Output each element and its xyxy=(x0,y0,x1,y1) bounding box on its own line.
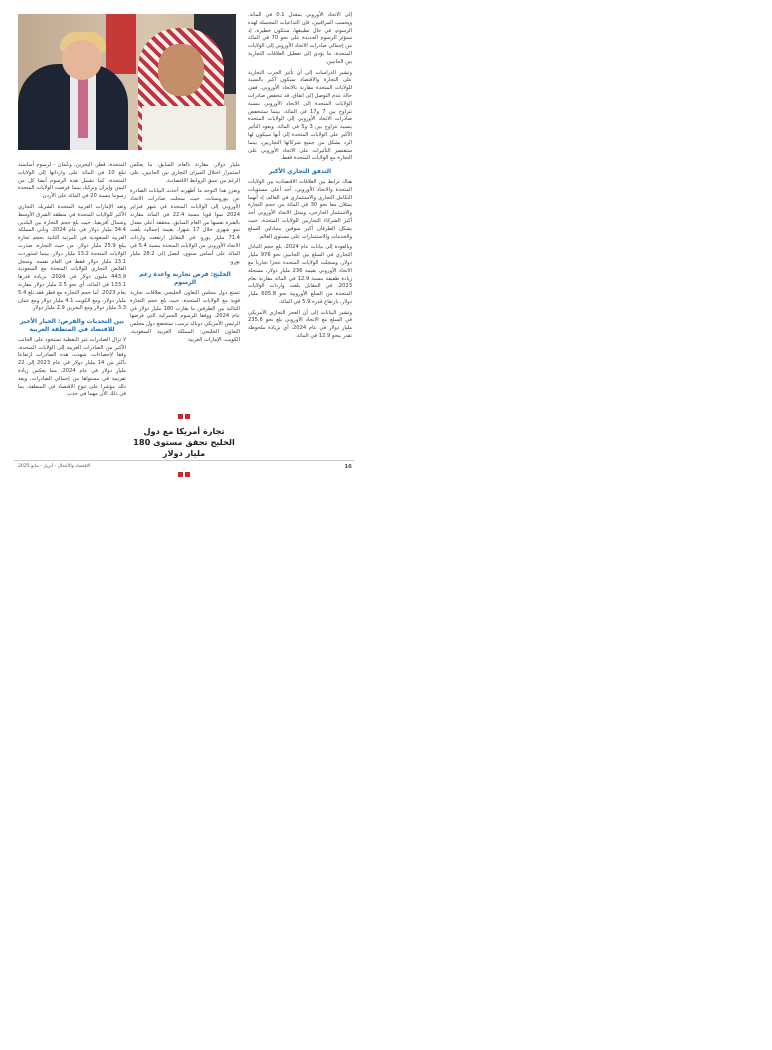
pull-quote xyxy=(132,404,236,481)
section-heading: بين التحديات والفرص: الخيار الأخير للاقتصاد في المنطقة العربية xyxy=(20,318,124,333)
page-number: 16 xyxy=(344,464,352,470)
footer-divider xyxy=(14,460,354,461)
leaders-photo xyxy=(18,14,236,150)
paragraph: لا تزال الصادرات غير النفطية تستحوذ على الجانب الأكبر من الصادرات العربية إلى الولايات المتحدة، وفقا لإحصاءات، شهدت هذه الصادرات ارتفاعا بأكثر من 14 مليار دولار في عام 2023 إلى 22 مليار دولار في عام 2024، مما يعكس زيادة تقريبية في مستواها من إجمالي الصادرات، ويعد ذلك مؤشرا على تنوع الاقتصاد في المنطقة، بما في ذلك الأن مهما في جذب xyxy=(18,336,126,398)
article-column-right xyxy=(248,12,352,452)
quote-mark-icon xyxy=(178,414,183,419)
paragraph: وتعد الإمارات العربية المتحدة الشريك التجاري الأكبر للولايات المتحدة في منطقة الشرق الأوسط وشمال أفريقيا، حيث بلغ حجم التجارة بين البلدين 34.4 مليار دولار في عام 2024، وتأتي المملكة العربية السعودية في المرتبة الثانية بحجم تجارة يبلغ 25.9 مليار دولار. من حيث التجارة، صدرت الولايات المتحدة 13.2 مليار دولار، بينما استوردت 13.1 مليار دولار فقط في العام نفسه. وسجل الفائض التجاري للولايات المتحدة مع السعودية 443.9 مليون دولار في 2024، بزيادة قدرها 133.1 في المائة، أي نحو 2.5 مليار دولار مقارنة بعام 2023. أما حجم التجارة مع قطر فقد بلغ 5.4 مليار دولار، ومع الكويت 4.1 مليار دولار ومع عمان 3.3 مليار دولار ومع البحرين 2.9 مليار دولار. xyxy=(18,203,127,312)
paragraph: وتشير البيانات إلى أن العجز التجاري الأمريكي في السلع مع الاتحاد الأوروبي بلغ نحو 235.6 مليار دولار في عام 2024، أي بزيادة ملحوظة تقدر بنحو 12.9 في المائة. xyxy=(248,309,352,340)
paragraph: المتحدة، قطر، البحرين، وعُمان - لرسوم أساسية تبلغ 10 في المائة على وارداتها إلى الولايات المتحدة، كما تشمل هذه الرسوم أيضا كل من اليمن وإيران وتركيا، بينما فرضت الولايات المتحدة رسوما بنسبة 20 في المائة على الأردن. xyxy=(18,162,126,200)
publication-name: الاقتصاد والأعمال - أبريل - مايو 2025 xyxy=(18,464,91,469)
paragraph: وبالعودة إلى بيانات عام 2024، بلغ حجم التبادل التجاري في السلع بين الجانبين نحو 976 مليار دولار، وسجلت الولايات المتحدة عجزا تجاريا مع الاتحاد الأوروبي بقيمة 236 مليار دولار، مسجلة زيادة طفيفة بنسبة 12.9 في المائة مقارنة بعام 2023، في المقابل بلغت واردات الولايات المتحدة من السلع الأوروبية نحو 605.8 مليار دولار، بارتفاع قدره 5.9 في المائة. xyxy=(248,244,353,305)
paragraph: هناك ترابط بين العلاقات الاقتصادية بين الولايات المتحدة والاتحاد الأوروبي، أحد أعلى مستويات التكامل التجاري والاستثماري في العالم، إذ أنهما يمثلان معا نحو 30 في المائة من حجم التجارة والاستثمار الخارجي، ويمثل الاتحاد الأوروبي أحد أكبر الشركاء التجاريين للولايات المتحدة، حيث يشكل الطرفان أكبر سوقين متبادلين للسلع والخدمات والاستثمارات على مستوى العالم. xyxy=(248,178,352,240)
quote-mark-icon xyxy=(185,472,190,477)
section-heading: الخليج: فرص تجارية واعدة رغم الرسوم xyxy=(139,271,231,287)
paragraph: إلى الاتحاد الأوروبي بمعدل 0.1 في المائة. ويحسب المراقبين، فإن التداعيات المحتملة لهذه الرسوم، في حال تطبيقها، ستكون خطيرة، إذ ستؤثر الرسوم الجديدة على نحو 70 في المائة من إجمالي صادرات الاتحاد الأوروبي إلى الولايات المتحدة، ما يؤدي إلى تعطيل العلاقات التجارية بين الجانبين. xyxy=(248,12,352,65)
paragraph: تتمتع دول مجلس التعاون الخليجي بعلاقات تجارية قوية مع الولايات المتحدة، حيث بلغ حجم التجارة الثنائية بين الطرفين ما يقارب 180 مليار دولار في عام 2024، ووفقا للرسوم الجمركية التي فرضها الرئيس الأمريكي دونالد ترمب، ستخضع دول مجلس التعاون الخليجي: المملكة العربية السعودية، الكويت، الإمارات العربية xyxy=(130,289,240,343)
quote-mark-icon xyxy=(178,472,183,477)
paragraph: ويعزز هذا التوجه ما أظهرته أحدث البيانات الصادرة عن يوروستات، حيث سجلت صادرات الاتحاد الأوروبي إلى الولايات المتحدة في شهر فبراير 2024 نموا قويا بنسبة 22.4 في المائة مقارنة بالفترة نفسها من العام السابق، محققة أعلى معدل نمو شهري خلال 17 شهرا، بقيمة إجمالية بلغت 71.4 مليار يورو. في المقابل ارتفعت واردات الاتحاد الأوروبي من الولايات المتحدة بنسبة 5.4 في المائة على أساس سنوي، لتصل إلى 28.2 مليار يورو. xyxy=(130,188,241,265)
article-column-middle xyxy=(130,162,240,342)
section-heading: التدفق التجاري الأكبر xyxy=(268,168,332,176)
paragraph: مليار دولار، مقارنة بالعام السابق، ما يعكس استمرار اختلال الميزان التجاري بين الجانبين، على الرغم من عمق الروابط الاقتصادية. xyxy=(130,162,240,184)
quote-mark-icon xyxy=(185,414,190,419)
article-column-left xyxy=(18,162,126,462)
pull-quote-text: تجارة أمريكا مع دول الخليج تحقق مستوى 180 مليار دولار xyxy=(133,426,235,458)
magazine-page xyxy=(14,12,354,482)
paragraph: وتشير الدراسات إلى أن تأثير الحرب التجارية على التجارة والاقتصاد سيكون أكبر بالنسبة للولايات المتحدة مقارنة بالاتحاد الأوروبي، ففي حالة عدم التوصل إلى اتفاق، قد تنخفض صادرات الولايات المتحدة إلى الاتحاد الأوروبي بنسبة تتراوح بين 7 و17 في المائة، بينما ستنخفض صادرات الاتحاد الأوروبي إلى الولايات المتحدة بنسبة تتراوح بين 3 و5 في المائة. ويعود التأثير الأكبر على الولايات المتحدة إلى أنها سيكون لها الرد بشكل من جميع شركائها التجاريين، بينما ستقتصر التأثيرات على الاتحاد الأوروبي على التجارة مع الولايات المتحدة فقط. xyxy=(248,69,353,162)
